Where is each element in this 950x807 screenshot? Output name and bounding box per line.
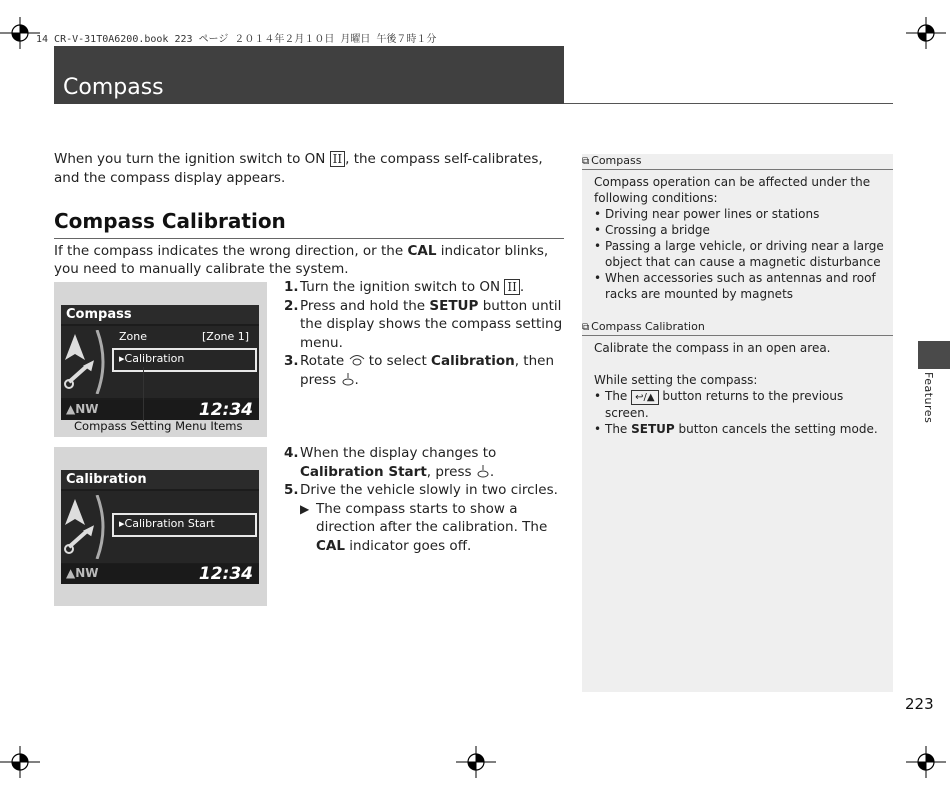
selector-knob-press-icon — [341, 372, 355, 386]
steps-group-2 — [284, 444, 564, 555]
calibration-screen — [54, 447, 267, 606]
compass-arrow-icon — [63, 330, 107, 394]
lcd-body — [61, 491, 259, 563]
ignition-key-ii: II — [330, 151, 345, 167]
title-rule — [564, 103, 893, 104]
step-5: 5. Drive the vehicle slowly in two circles. — [284, 482, 558, 498]
crop-mark-icon — [906, 13, 946, 53]
lcd-title: Calibration — [61, 470, 259, 489]
step-3: 3. Rotate to select Calibration, then press . — [284, 353, 555, 388]
result-arrow-icon: ▶ — [300, 501, 310, 516]
sidebar-notes — [582, 154, 893, 692]
clock: 12:34 — [198, 564, 253, 584]
print-header: 14 CR-V-31T0A6200.book 223 ページ ２０１４年２月１０日 月曜日 午後７時１分 — [36, 34, 437, 45]
compass-setting-screen — [54, 282, 267, 437]
callout-line — [143, 367, 144, 421]
direction-readout: NW — [75, 566, 99, 580]
direction-arrow-icon: ▲ — [66, 566, 76, 580]
zone-label: Zone — [119, 330, 148, 343]
crop-mark-icon — [0, 13, 40, 53]
section-heading: Compass Calibration — [54, 209, 286, 233]
section-tab-label: Features — [922, 372, 935, 424]
note-calibration-body: Calibrate the compass in an open area. While setting the compass: • The ↩/▲ button returns to the previous screen. • The SETUP button cancels the setting mode. — [594, 340, 884, 437]
calibration-menu-item[interactable]: ▸Calibration — [112, 348, 257, 372]
direction-readout: NW — [75, 402, 99, 416]
lcd-body — [61, 326, 259, 398]
note-head-calibration: ⧉ Compass Calibration — [582, 320, 893, 336]
zone-value: [Zone 1] — [202, 330, 250, 343]
step-1: 1. Turn the ignition switch to ON II . — [284, 279, 525, 295]
crop-mark-icon — [0, 742, 40, 782]
step-2: 2. Press and hold the SETUP button until the display shows the compass setting menu. — [284, 297, 563, 351]
crop-mark-icon — [456, 742, 496, 782]
heading-rule — [54, 238, 564, 239]
steps-group-1 — [284, 278, 564, 389]
calibration-start-item[interactable]: ▸Calibration Start — [112, 513, 257, 537]
list-item: • Driving near power lines or stations — [594, 206, 884, 222]
list-item: • Crossing a bridge — [594, 222, 884, 238]
selector-knob-press-icon — [476, 464, 490, 478]
selector-knob-rotate-icon — [349, 353, 365, 367]
lcd-display — [61, 305, 259, 420]
lcd-display — [61, 470, 259, 584]
ignition-key-ii: II — [504, 279, 519, 295]
page-number: 223 — [905, 695, 934, 713]
back-button-icon: ↩/▲ — [631, 390, 658, 405]
section-tab — [918, 341, 950, 369]
list-item: • Passing a large vehicle, or driving near a large object that can cause a magnetic disturbance — [594, 238, 884, 270]
list-item: • The ↩/▲ button returns to the previous screen. — [594, 388, 884, 421]
calibration-para: If the compass indicates the wrong direction, or the CAL indicator blinks, you need to manually calibrate the system. — [54, 243, 549, 277]
direction-arrow-icon: ▲ — [66, 402, 76, 416]
title-bar — [54, 46, 564, 104]
note-head-compass: ⧉ Compass — [582, 154, 893, 170]
screen-caption: Compass Setting Menu Items — [74, 419, 243, 433]
intro-text: When you turn the ignition switch to ON II , the compass self-calibrates, and the compass display appears. — [54, 151, 543, 186]
reference-icon: ⧉ — [582, 156, 590, 167]
list-item: • The SETUP button cancels the setting mode. — [594, 421, 884, 437]
crop-mark-icon — [906, 742, 946, 782]
reference-icon: ⧉ — [582, 322, 590, 333]
lcd-footer — [61, 400, 259, 420]
list-item: • When accessories such as antennas and roof racks are mounted by magnets — [594, 270, 884, 302]
page-title: Compass — [63, 75, 164, 100]
lcd-title: Compass — [61, 305, 259, 324]
clock: 12:34 — [198, 400, 253, 420]
lcd-footer — [61, 564, 259, 584]
compass-arrow-icon — [63, 495, 107, 559]
note-compass-body: Compass operation can be affected under the following conditions: • Driving near power lines or stations • Crossing a bridge • Passing a large vehicle, or driving near a large object that can cause a magnetic disturbance • When accessories such as antennas and roof racks are mounted by magnets — [594, 174, 884, 302]
step-5-result: ▶ The compass starts to show a direction after the calibration. The CAL indicator goes off. — [300, 500, 548, 554]
step-4: 4. When the display changes to Calibration Start, press . — [284, 445, 497, 480]
